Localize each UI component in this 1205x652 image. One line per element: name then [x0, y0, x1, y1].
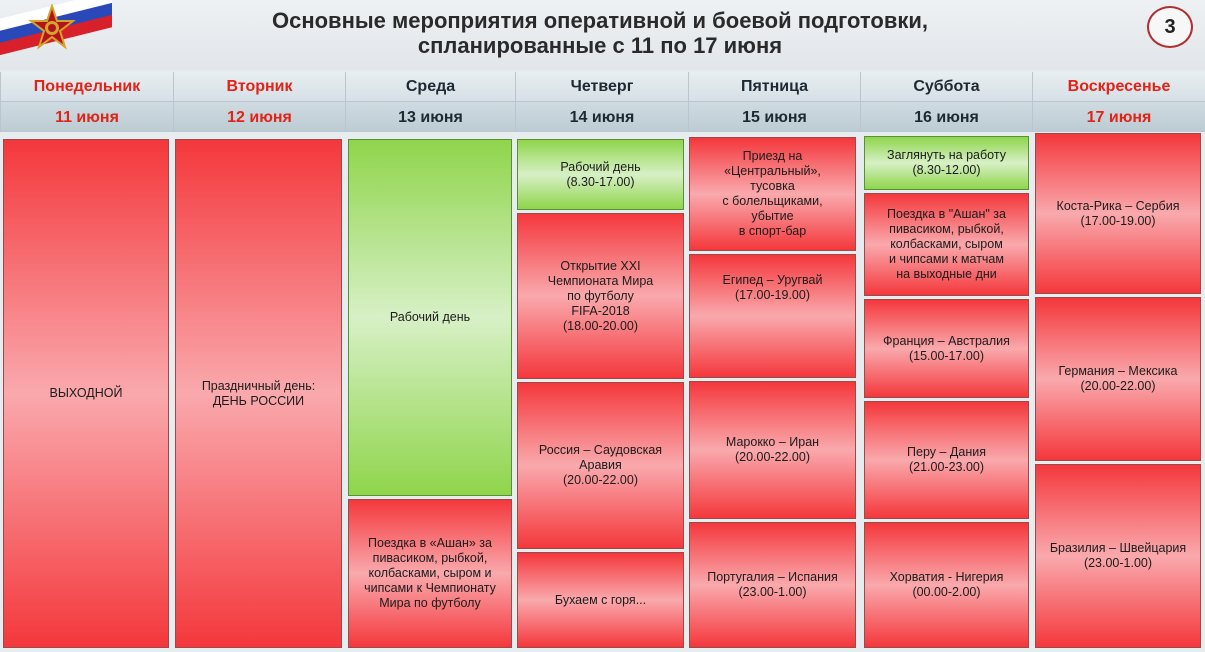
event-match: Франция – Австралия (15.00-17.00): [864, 299, 1029, 398]
day-header-tuesday: Вторник 12 июня: [173, 72, 345, 132]
event-match: Перу – Дания (21.00-23.00): [864, 401, 1029, 519]
day-header-saturday: Суббота 16 июня: [860, 72, 1032, 132]
event-match: Марокко – Иран (20.00-22.00): [689, 381, 856, 519]
event-russia-day: Праздничный день: ДЕНЬ РОССИИ: [175, 139, 342, 648]
event-match: Египед – Уругвай (17.00-19.00): [689, 254, 856, 378]
day-header-sunday: Воскресенье 17 июня: [1032, 72, 1205, 132]
day-header-monday: Понедельник 11 июня: [0, 72, 173, 132]
event-working-day: Рабочий день: [348, 139, 512, 496]
page-title: Основные мероприятия оперативной и боевой подготовки, спланированные с 11 по 17 июня: [271, 8, 929, 58]
event-match: Россия – Саудовская Аравия (20.00-22.00): [517, 382, 684, 549]
event-match: Коста-Рика – Сербия (17.00-19.00): [1035, 133, 1201, 294]
day-header-thursday: Четверг 14 июня: [515, 72, 688, 132]
event-match: Бразилия – Швейцария (23.00-1.00): [1035, 464, 1201, 648]
event-match: Германия – Мексика (20.00-22.00): [1035, 297, 1201, 461]
page-number-badge: 3: [1147, 6, 1193, 48]
event-working-day: Рабочий день (8.30-17.00): [517, 139, 684, 210]
event-central-arrival: Приезд на «Центральный», тусовка с болельщиками, убытие в спорт-бар: [689, 137, 856, 251]
slide-header: [0, 0, 1205, 70]
event-match: Хорватия - Нигерия (00.00-2.00): [864, 522, 1029, 648]
event-visit-work: Заглянуть на работу (8.30-12.00): [864, 136, 1029, 190]
event-day-off: ВЫХОДНОЙ: [3, 139, 169, 648]
day-header-friday: Пятница 15 июня: [688, 72, 860, 132]
day-header-wednesday: Среда 13 июня: [345, 72, 515, 132]
army-emblem-icon: [26, 4, 78, 54]
event-world-cup-opening: Открытие XXI Чемпионата Мира по футболу FIFA-2018 (18.00-20.00): [517, 213, 684, 379]
event-auchan-trip: Поездка в "Ашан" за пивасиком, рыбкой, колбасками, сыром и чипсами к матчам на выходные дни: [864, 193, 1029, 296]
event-auchan-trip: Поездка в «Ашан» за пивасиком, рыбкой, колбасками, сыром и чипсами к Чемпионату Мира по футболу: [348, 499, 512, 648]
event-match: Португалия – Испания (23.00-1.00): [689, 522, 856, 648]
event-drinking: Бухаем с горя...: [517, 552, 684, 648]
